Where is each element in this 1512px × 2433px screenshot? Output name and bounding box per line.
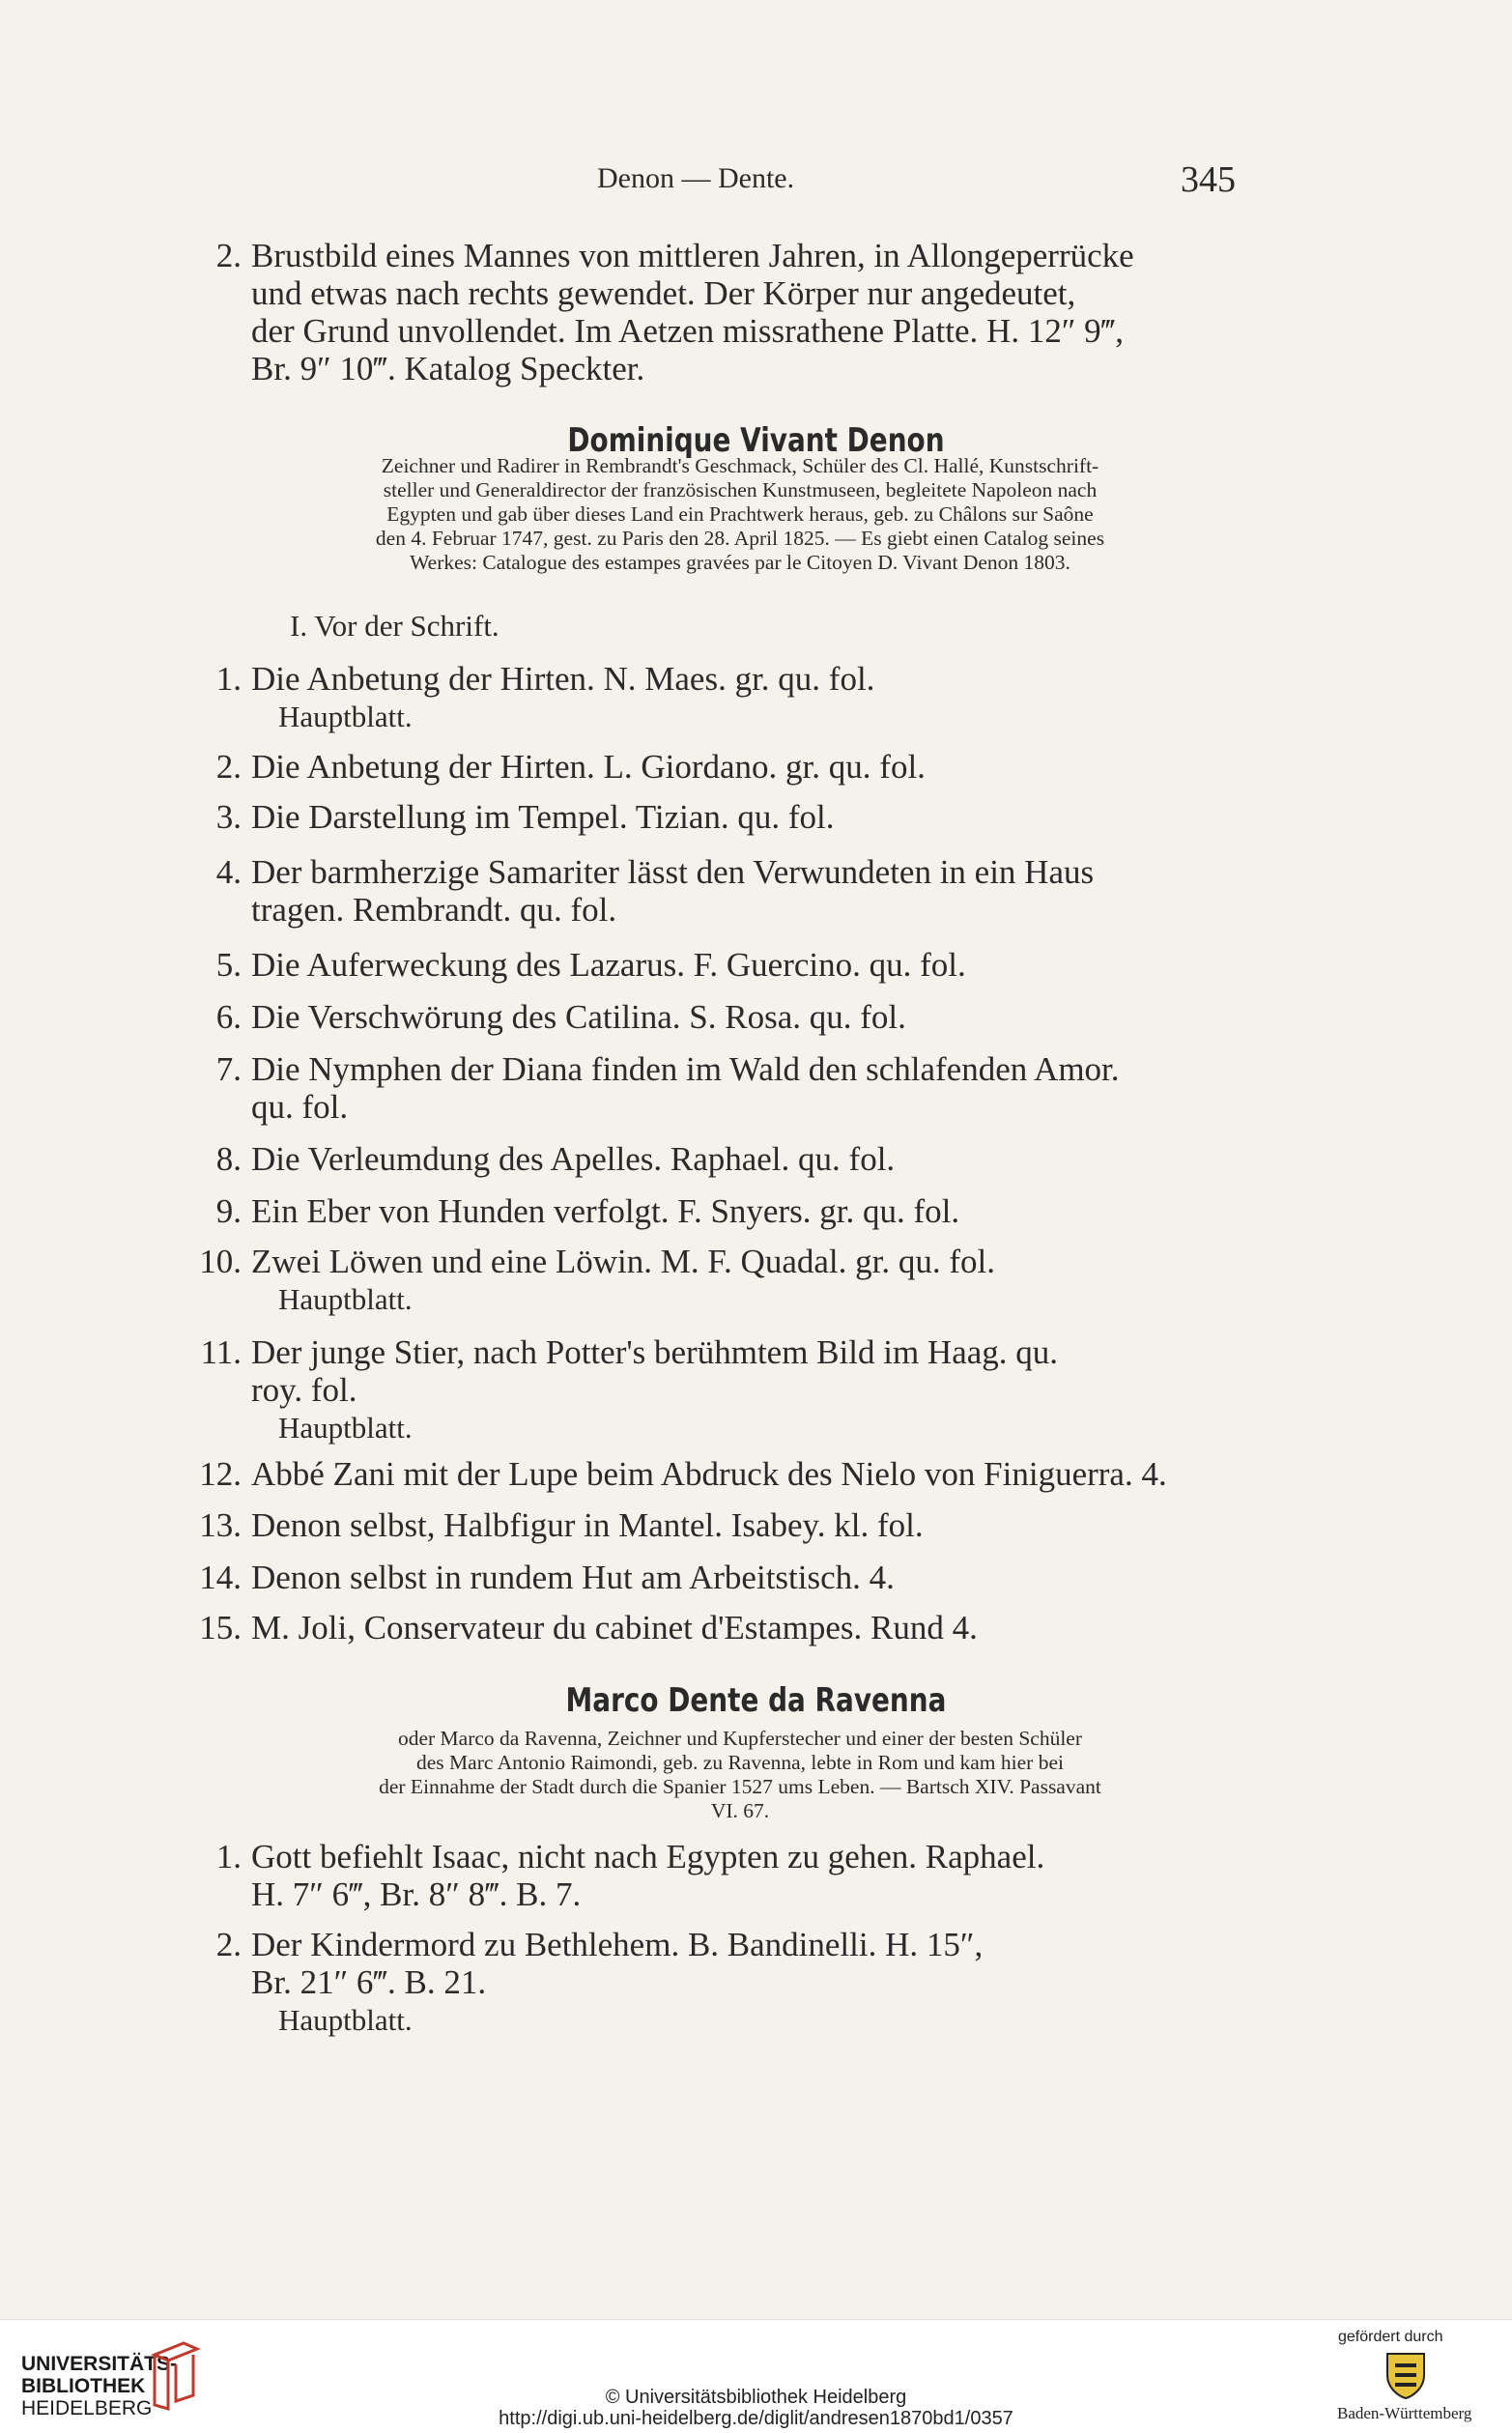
bio-line: Egypten und gab über dieses Land ein Prachtwerk heraus, geb. zu Châlons sur Saône <box>386 502 1094 526</box>
source-url-link[interactable]: http://digi.ub.uni-heidelberg.de/diglit/andresen1870bd1/0357 <box>499 2408 1013 2429</box>
entry-number: 4. <box>215 853 242 891</box>
entry-body <box>251 1838 1266 1913</box>
entry-number: 5. <box>215 946 242 984</box>
bio-line: steller und Generaldirector der französischen Kunstmuseen, begleitete Napoleon nach <box>383 478 1098 501</box>
entry-line: der Grund unvollendet. Im Aetzen missrathene Platte. H. 12″ 9‴, <box>251 312 1124 350</box>
entry-body <box>251 1243 1266 1318</box>
entry-body <box>251 798 1266 836</box>
entry-line: Br. 9″ 10‴. Katalog Speckter. <box>251 350 645 387</box>
entry-body <box>251 1333 1266 1446</box>
page-header <box>0 159 1512 211</box>
entry-line: Gott befiehlt Isaac, nicht nach Egypten zu gehen. Raphael. <box>251 1838 1045 1875</box>
entry-line: Denon selbst, Halbfigur in Mantel. Isabey. kl. fol. <box>251 1506 924 1544</box>
entry-body <box>251 1926 1266 2039</box>
library-name-line: BIBLIOTHEK <box>21 2375 146 2397</box>
bio-line: den 4. Februar 1747, gest. zu Paris den 28. April 1825. — Es giebt einen Catalog seines <box>375 527 1105 550</box>
entry-body <box>251 946 1266 984</box>
entry-line: Der junge Stier, nach Potter's berühmtem Bild im Haag. qu. <box>251 1333 1059 1371</box>
entry-line: Die Auferweckung des Lazarus. F. Guercino. qu. fol. <box>251 946 966 984</box>
entry-number: 2. <box>215 1926 242 1963</box>
entry-line: Denon selbst in rundem Hut am Arbeitstisch. 4. <box>251 1559 895 1596</box>
entry-body <box>251 1050 1266 1126</box>
entry-number: 7. <box>215 1050 242 1088</box>
entry-number: 11. <box>200 1333 242 1371</box>
entry-line: Br. 21″ 6‴. B. 21. <box>251 1963 487 2001</box>
entry-line: Ein Eber von Hunden verfolgt. F. Snyers. gr. qu. fol. <box>251 1192 960 1230</box>
entry-number: 9. <box>215 1192 242 1230</box>
entry-body <box>251 660 1266 735</box>
entry-line: qu. fol. <box>251 1088 349 1126</box>
library-name-line: UNIVERSITÄTS- <box>21 2353 178 2375</box>
entry-line: Zwei Löwen und eine Löwin. M. F. Quadal. gr. qu. fol. <box>251 1243 995 1280</box>
entry-line: und etwas nach rechts gewendet. Der Körper nur angedeutet, <box>251 274 1076 312</box>
entry-line: Die Anbetung der Hirten. N. Maes. gr. qu. fol. <box>251 660 875 698</box>
entry-body <box>251 1455 1266 1493</box>
entry-body <box>251 1192 1266 1230</box>
entry-note: Hauptblatt. <box>278 1411 413 1445</box>
entry-number: 8. <box>215 1140 242 1178</box>
entry-number: 13. <box>199 1506 242 1544</box>
entry-number: 2. <box>215 748 242 786</box>
library-name-line: HEIDELBERG <box>21 2397 153 2419</box>
entry-line: Brustbild eines Mannes von mittleren Jahren, in Allongeperrücke <box>251 237 1134 274</box>
running-head: Denon — Dente. <box>597 162 795 194</box>
page-number: 345 <box>1181 159 1236 200</box>
entry-line: H. 7″ 6‴, Br. 8″ 8‴. B. 7. <box>251 1875 582 1913</box>
bio-line: der Einnahme der Stadt durch die Spanier 1527 ums Leben. — Bartsch XIV. Passavant <box>379 1775 1101 1798</box>
artist-bio-denon <box>228 454 1252 575</box>
artist-title-denon: Dominique Vivant Denon <box>567 421 945 460</box>
entry-line: Abbé Zani mit der Lupe beim Abdruck des Nielo von Finiguerra. 4. <box>251 1455 1167 1493</box>
entry-number: 2. <box>215 237 242 274</box>
entry-body <box>251 853 1266 929</box>
entry-number: 10. <box>199 1243 242 1280</box>
entry-number: 1. <box>215 660 242 698</box>
entry-line: roy. fol. <box>251 1371 357 1409</box>
entry-body <box>251 1140 1266 1178</box>
entry-note: Hauptblatt. <box>278 2003 413 2037</box>
entry-body <box>251 748 1266 786</box>
entry-line: Die Nymphen der Diana finden im Wald den schlafenden Amor. <box>251 1050 1120 1088</box>
bio-line: Zeichner und Radirer in Rembrandt's Geschmack, Schüler des Cl. Hallé, Kunstschrift- <box>381 454 1099 477</box>
entry-line: Die Verleumdung des Apelles. Raphael. qu. fol. <box>251 1140 896 1178</box>
artist-bio-dente <box>228 1727 1252 1823</box>
artist-title-dente: Marco Dente da Ravenna <box>565 1681 947 1720</box>
entry-body <box>251 237 1266 387</box>
entry-line: Der Kindermord zu Bethlehem. B. Bandinelli. H. 15″, <box>251 1926 984 1963</box>
section-heading: I. Vor der Schrift. <box>290 609 499 643</box>
crest-icon <box>1384 2350 1428 2400</box>
entry-line: Der barmherzige Samariter lässt den Verwundeten in ein Haus <box>251 853 1095 891</box>
bio-line: oder Marco da Ravenna, Zeichner und Kupferstecher und einer der besten Schüler <box>397 1727 1082 1750</box>
entry-number: 6. <box>215 998 242 1036</box>
entry-line: Die Anbetung der Hirten. L. Giordano. gr. qu. fol. <box>251 748 926 786</box>
bio-line: Werkes: Catalogue des estampes gravées par le Citoyen D. Vivant Denon 1803. <box>410 551 1070 574</box>
entry-body <box>251 1559 1266 1596</box>
entry-body <box>251 998 1266 1036</box>
entry-line: M. Joli, Conservateur du cabinet d'Estampes. Rund 4. <box>251 1609 978 1646</box>
sponsor-name: Baden-Württemberg <box>1337 2404 1472 2422</box>
entry-number: 14. <box>199 1559 242 1596</box>
entry-line: Die Darstellung im Tempel. Tizian. qu. fol. <box>251 798 835 836</box>
entry-line: tragen. Rembrandt. qu. fol. <box>251 891 617 929</box>
entry-number: 1. <box>215 1838 242 1875</box>
bio-line: des Marc Antonio Raimondi, geb. zu Ravenna, lebte in Rom und kam hier bei <box>416 1751 1064 1774</box>
copyright-text: © Universitätsbibliothek Heidelberg <box>605 2387 907 2408</box>
entry-line: Die Verschwörung des Catilina. S. Rosa. qu. fol. <box>251 998 906 1036</box>
entry-number: 12. <box>199 1455 242 1493</box>
entry-body <box>251 1506 1266 1544</box>
bio-line: VI. 67. <box>710 1799 770 1822</box>
entry-number: 15. <box>199 1609 242 1646</box>
sponsor-label: gefördert durch <box>1338 2329 1443 2345</box>
entry-number: 3. <box>215 798 242 836</box>
entry-body <box>251 1609 1266 1646</box>
entry-note: Hauptblatt. <box>278 700 413 733</box>
entry-note: Hauptblatt. <box>278 1282 413 1316</box>
